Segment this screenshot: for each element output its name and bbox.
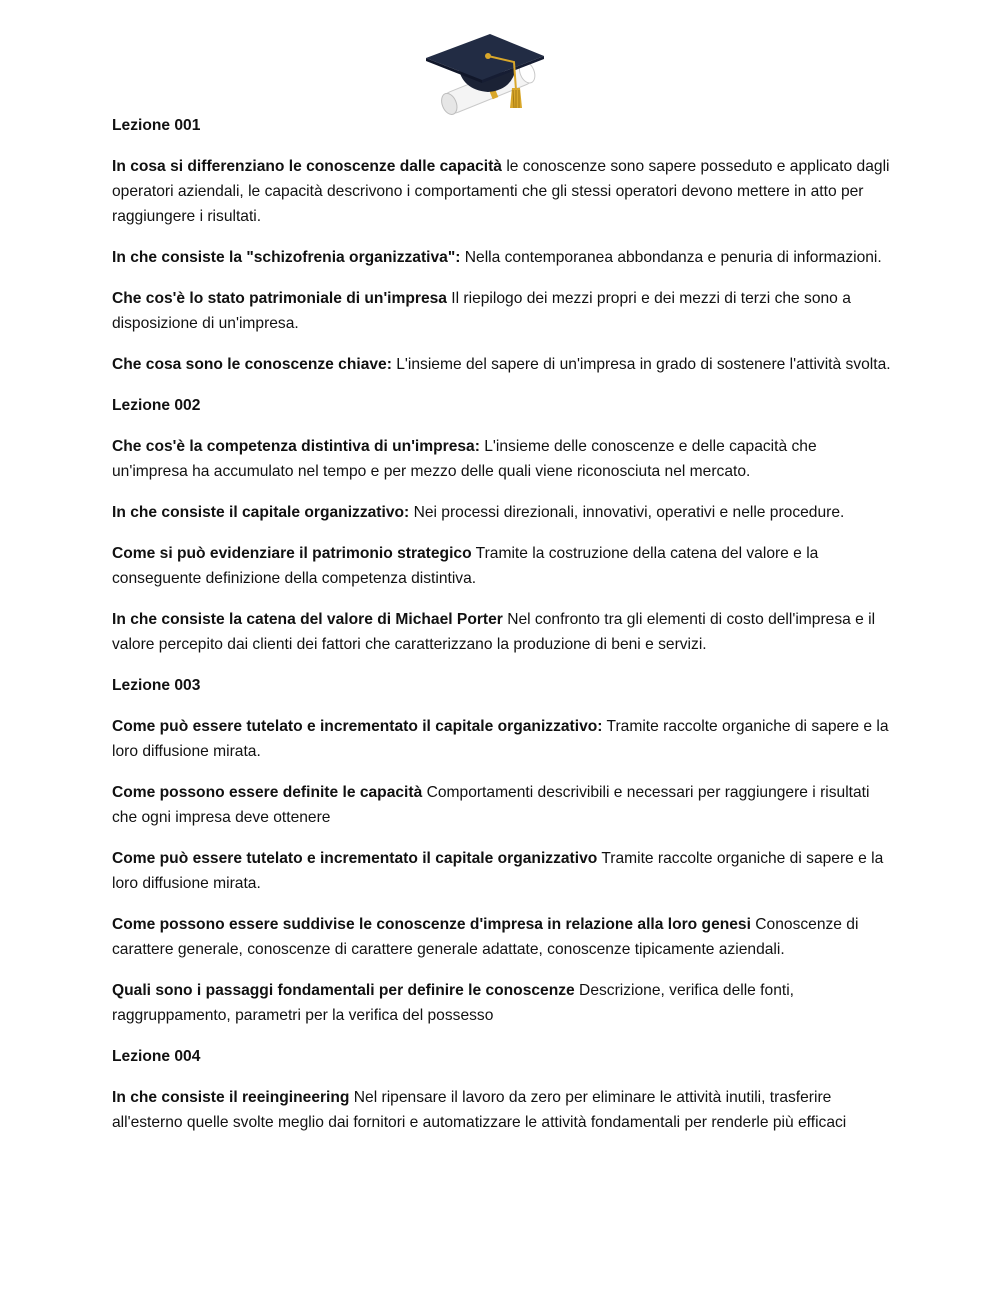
- graduation-cap-diploma-icon: [418, 28, 554, 116]
- document-body: [112, 113, 892, 1151]
- qa-paragraph: [112, 846, 892, 896]
- qa-paragraph: [112, 541, 892, 591]
- answer-text: Nel confronto tra gli elementi di costo dell'impresa e il valore percepito dai clienti dei fattori che caratterizzano la produzione di beni e servizi.: [112, 611, 876, 653]
- lesson-heading: Lezione 001: [112, 117, 201, 134]
- question-text: Come possono essere definite le capacità: [112, 784, 423, 801]
- lesson-heading: Lezione 004: [112, 1048, 201, 1065]
- question-text: In che consiste la "schizofrenia organizzativa":: [112, 249, 461, 266]
- answer-text: L'insieme delle conoscenze e delle capacità che un'impresa ha accumulato nel tempo e per mezzo delle quali viene riconosciuta nel mercato.: [112, 438, 817, 480]
- answer-text: Tramite raccolte organiche di sapere e la loro diffusione mirata.: [112, 718, 889, 760]
- qa-paragraph: [112, 434, 892, 484]
- answer-text: Nella contemporanea abbondanza e penuria di informazioni.: [460, 249, 882, 266]
- question-text: Che cosa sono le conoscenze chiave:: [112, 356, 392, 373]
- answer-text: Il riepilogo dei mezzi propri e dei mezzi di terzi che sono a disposizione di un'impresa.: [112, 290, 851, 332]
- question-text: In cosa si differenziano le conoscenze dalle capacità: [112, 158, 502, 175]
- qa-paragraph: [112, 500, 892, 525]
- qa-paragraph: [112, 780, 892, 830]
- qa-paragraph: [112, 1085, 892, 1135]
- qa-paragraph: [112, 245, 892, 270]
- question-text: Quali sono i passaggi fondamentali per definire le conoscenze: [112, 982, 575, 999]
- answer-text: L'insieme del sapere di un'impresa in grado di sostenere l'attività svolta.: [391, 356, 891, 373]
- qa-paragraph: [112, 912, 892, 962]
- question-text: Come si può evidenziare il patrimonio strategico: [112, 545, 472, 562]
- qa-paragraph: [112, 286, 892, 336]
- question-text: Che cos'è lo stato patrimoniale di un'impresa: [112, 290, 447, 307]
- answer-text: Descrizione, verifica delle fonti, raggruppamento, parametri per la verifica del possesso: [112, 982, 794, 1024]
- question-text: Come può essere tutelato e incrementato il capitale organizzativo: [112, 850, 598, 867]
- answer-text: Comportamenti descrivibili e necessari per raggiungere i risultati che ogni impresa deve ottenere: [112, 784, 870, 826]
- question-text: Che cos'è la competenza distintiva di un'impresa:: [112, 438, 480, 455]
- lesson-heading: Lezione 003: [112, 677, 201, 694]
- qa-paragraph: [112, 154, 892, 229]
- qa-paragraph: [112, 978, 892, 1028]
- answer-text: Tramite raccolte organiche di sapere e la loro diffusione mirata.: [112, 850, 884, 892]
- question-text: Come possono essere suddivise le conoscenze d'impresa in relazione alla loro genesi: [112, 916, 751, 933]
- answer-text: Nei processi direzionali, innovativi, operativi e nelle procedure.: [409, 504, 845, 521]
- answer-text: Nel ripensare il lavoro da zero per eliminare le attività inutili, trasferire all'esterno quelle svolte meglio dai fornitori e automatizzare le attività fondamentali per renderle più efficaci: [112, 1089, 847, 1131]
- question-text: Come può essere tutelato e incrementato il capitale organizzativo:: [112, 718, 603, 735]
- question-text: In che consiste la catena del valore di Michael Porter: [112, 611, 503, 628]
- answer-text: Conoscenze di carattere generale, conoscenze di carattere generale adattate, conoscenze tipicamente aziendali.: [112, 916, 859, 958]
- answer-text: le conoscenze sono sapere posseduto e applicato dagli operatori aziendali, le capacità descrivono i comportamenti che gli stessi operatori devono mettere in atto per raggiungere i risultati.: [112, 158, 890, 225]
- lesson-heading: Lezione 002: [112, 397, 201, 414]
- qa-paragraph: [112, 607, 892, 657]
- qa-paragraph: [112, 714, 892, 764]
- question-text: In che consiste il capitale organizzativo:: [112, 504, 410, 521]
- answer-text: Tramite la costruzione della catena del valore e la conseguente definizione della competenza distintiva.: [112, 545, 819, 587]
- question-text: In che consiste il reeingineering: [112, 1089, 350, 1106]
- qa-paragraph: [112, 352, 892, 377]
